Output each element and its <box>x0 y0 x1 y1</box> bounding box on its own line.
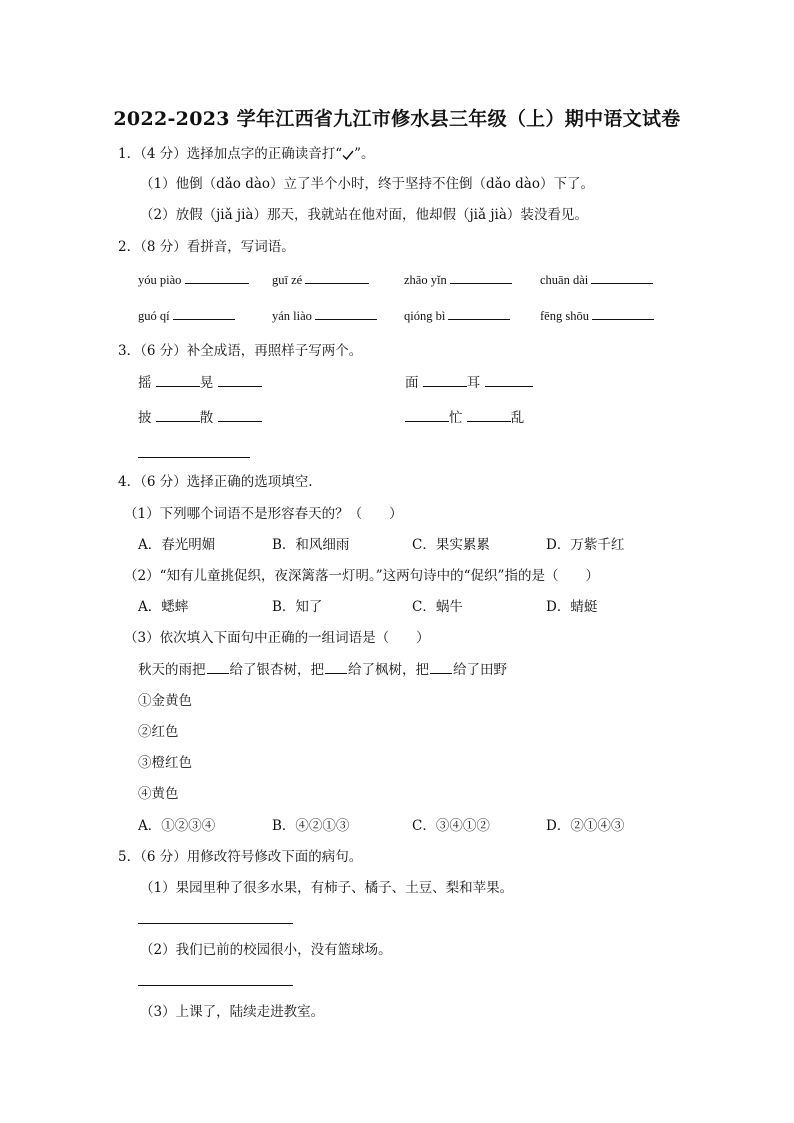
option-b[interactable]: B．④②①③ <box>272 818 350 834</box>
idiom-1: 摇 晃 <box>138 374 262 392</box>
option-d[interactable]: D．蜻蜓 <box>546 599 598 615</box>
q5-sentence-3: （3）上课了，陆续走进教室。 <box>140 1004 325 1020</box>
q4-sub2: （2）“知有儿童挑促织，夜深篱落一灯明。”这两句诗中的“促织”指的是（ ） <box>124 568 599 584</box>
pinyin-item: guó qí <box>138 307 235 325</box>
answer-blank[interactable] <box>450 271 512 284</box>
option-b[interactable]: B．知了 <box>272 599 323 615</box>
pinyin-item: yán liào <box>272 307 377 325</box>
answer-blank[interactable] <box>467 409 511 422</box>
q4-sub1: （1）下列哪个词语不是形容春天的？（ ） <box>124 506 403 522</box>
answer-blank[interactable] <box>156 374 200 387</box>
answer-line[interactable] <box>138 985 293 986</box>
answer-blank[interactable] <box>325 661 347 674</box>
pinyin-item: fēng shōu <box>540 307 654 325</box>
answer-line[interactable] <box>138 457 250 458</box>
idiom-2: 面 耳 <box>405 374 533 392</box>
q3-stem: 3．（6 分）补全成语，再照样子写两个。 <box>118 343 363 359</box>
option-c[interactable]: C．蜗牛 <box>412 599 463 615</box>
q2-stem: 2．（8 分）看拼音，写词语。 <box>118 239 295 255</box>
option-b[interactable]: B．和风细雨 <box>272 537 350 553</box>
pinyin-item: yóu piào <box>138 271 249 289</box>
q4-sub3: （3）依次填入下面句中正确的一组词语是（ ） <box>124 630 430 646</box>
answer-blank[interactable] <box>185 271 249 284</box>
answer-blank[interactable] <box>591 271 653 284</box>
answer-blank[interactable] <box>448 307 510 320</box>
answer-line[interactable] <box>138 923 293 924</box>
idiom-4: 忙 乱 <box>405 409 524 427</box>
word-choice: ②红色 <box>138 724 179 740</box>
answer-blank[interactable] <box>305 271 369 284</box>
word-choice: ④黄色 <box>138 786 179 802</box>
q1-sentence-2: （2）放假（jiǎ jià）那天，我就站在他对面，他却假（jiǎ jià）装没看见。 <box>140 207 588 223</box>
option-d[interactable]: D．万紫千红 <box>546 537 625 553</box>
answer-blank[interactable] <box>218 409 262 422</box>
option-c[interactable]: C．③④①② <box>412 818 490 834</box>
option-a[interactable]: A．蟋蟀 <box>138 599 189 615</box>
pinyin-item: chuān dài <box>540 271 653 289</box>
q5-sentence-2: （2）我们已前的校园很小，没有篮球场。 <box>140 942 392 958</box>
q4-stem: 4．（6 分）选择正确的选项填空. <box>118 474 313 490</box>
q5-stem: 5．（6 分）用修改符号修改下面的病句。 <box>118 849 363 865</box>
answer-blank[interactable] <box>207 661 229 674</box>
pinyin-item: guī zé <box>272 271 369 289</box>
answer-blank[interactable] <box>173 307 235 320</box>
answer-blank[interactable] <box>156 409 200 422</box>
answer-blank[interactable] <box>315 307 377 320</box>
answer-blank[interactable] <box>405 409 449 422</box>
option-a[interactable]: A．①②③④ <box>138 818 216 834</box>
q4-sentence: 秋天的雨把 给了银杏树，把 给了枫树，把 给了田野 <box>138 662 507 678</box>
answer-blank[interactable] <box>423 374 467 387</box>
answer-blank[interactable] <box>430 661 452 674</box>
document-title: 2022-2023 学年江西省九江市修水县三年级（上）期中语文试卷 <box>113 108 681 130</box>
word-choice: ①金黄色 <box>138 693 192 709</box>
answer-blank[interactable] <box>592 307 654 320</box>
word-choice: ③橙红色 <box>138 755 192 771</box>
pinyin-item: qióng bì <box>404 307 510 325</box>
q5-sentence-1: （1）果园里种了很多水果，有柿子、橘子、土豆、梨和苹果。 <box>140 880 514 896</box>
check-mark-icon <box>342 149 354 161</box>
idiom-3: 披 散 <box>138 409 262 427</box>
option-d[interactable]: D．②①④③ <box>546 818 625 834</box>
q1-stem: 1．（4 分）选择加点字的正确读音打“ ”。 <box>118 146 375 162</box>
answer-blank[interactable] <box>485 374 533 387</box>
option-c[interactable]: C．果实累累 <box>412 537 490 553</box>
answer-blank[interactable] <box>218 374 262 387</box>
q1-sentence-1: （1）他倒（dǎo dào）立了半个小时，终于坚持不住倒（dǎo dào）下了。 <box>140 176 594 192</box>
pinyin-item: zhāo yǐn <box>404 271 512 289</box>
option-a[interactable]: A．春光明媚 <box>138 537 216 553</box>
